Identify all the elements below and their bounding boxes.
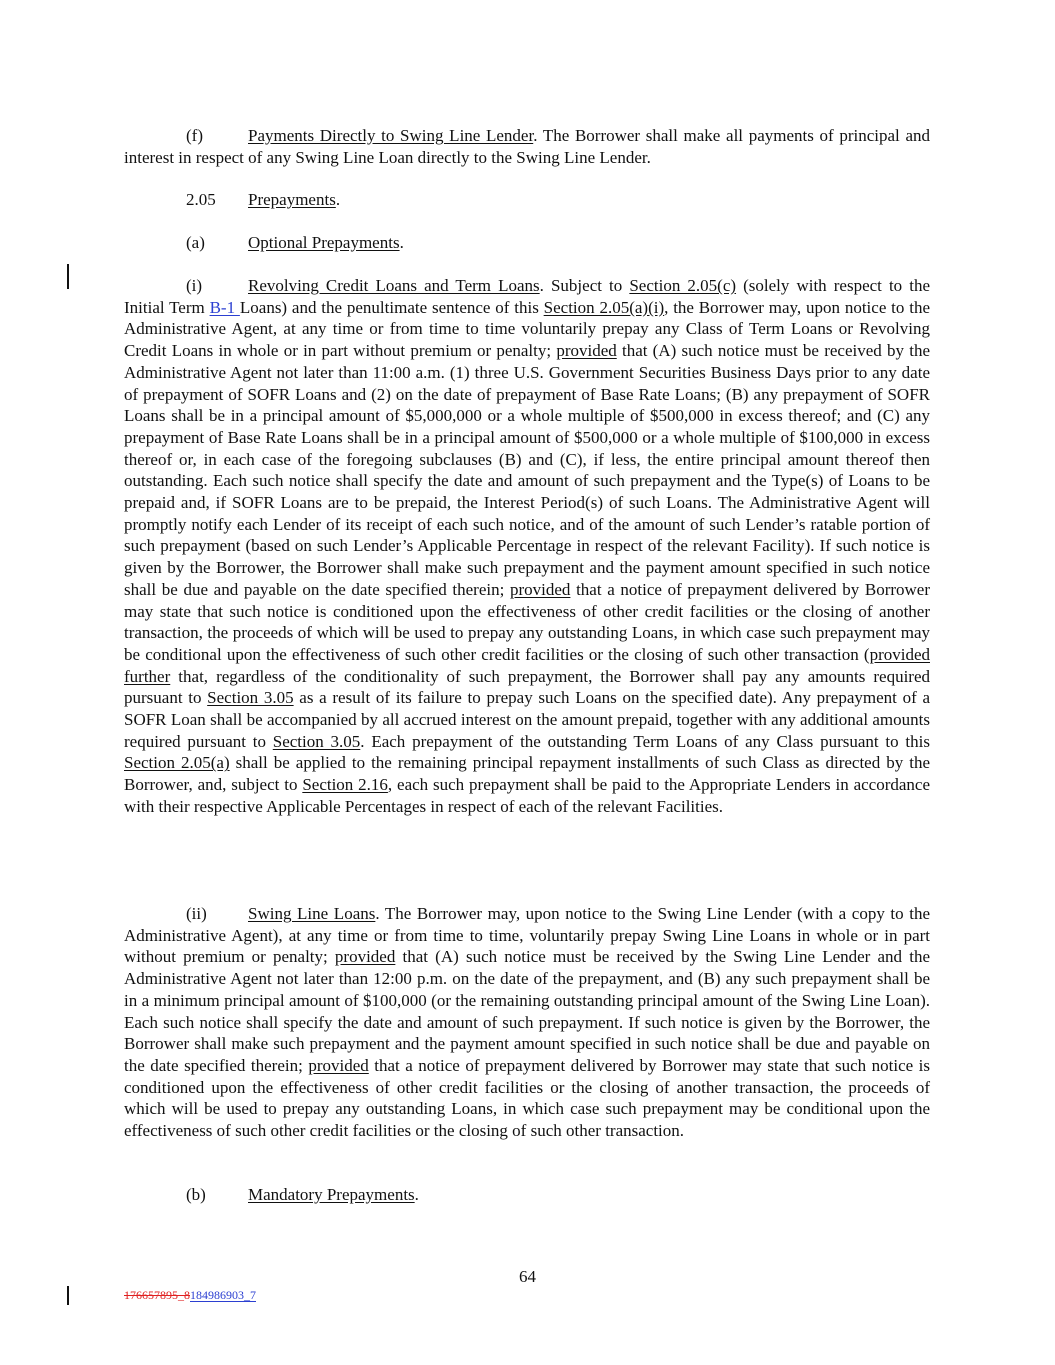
para-a-heading: (a) Optional Prepayments.	[186, 233, 404, 252]
para-i-heading: Revolving Credit Loans and Term Loans	[248, 276, 540, 295]
para-i: (i) Revolving Credit Loans and Term Loans. Subject to Section 2.05(c) (solely with respect to the Initial Term B-1 Loans) and the penultimate sentence of this Section 2.05(a)(i), the Borrower may, upon notice to the Administrative Agent, at any time or from time to time voluntarily prepay any Class of Term Loans or Revolving Credit Loans in whole or in part without premium or penalty; provided that (A) such notice must be received by the Administrative Agent not later than 11:00 a.m. (1) three U.S. Government Securities Business Days prior to any date of prepayment of SOFR Loans and (2) on the date of prepayment of Base Rate Loans; (B) any prepayment of SOFR Loans shall be in a principal amount of $5,000,000 or a whole multiple of $500,000 in excess thereof; and (C) any prepayment of Base Rate Loans shall be in a principal amount of $500,000 or a whole multiple of $100,000 in excess thereof or, in each case of the foregoing subclauses (B) and (C), if less, the entire principal amount thereof then outstanding. Each such notice shall specify the date and amount of such prepayment and the Type(s) of Loans to be prepaid and, if SOFR Loans are to be prepaid, the Interest Period(s) of such Loans. The Administrative Agent will promptly notify each Lender of its receipt of each such notice, and of the amount of such Lender’s ratable portion of such prepayment (based on such Lender’s Applicable Percentage in respect of the relevant Facility). If such notice is given by the Borrower, the Borrower shall make such prepayment and the payment amount specified in such notice shall be due and payable on the date specified therein; provided that a notice of prepayment delivered by Borrower may state that such notice is conditioned upon the effectiveness of other credit facilities or the closing of another transaction, the proceeds of which will be used to prepay any outstanding Loans, in which case such prepayment may be conditional upon the effectiveness of such other credit facilities or the closing of such other transaction (provided further that, regardless of the conditionality of such prepayment, the Borrower shall pay any amounts required pursuant to Section 3.05 as a result of its failure to prepay such Loans on the specified date). Any prepayment of a SOFR Loan shall be accompanied by all accrued interest on the amount prepaid, together with any additional amounts required pursuant to Section 3.05. Each prepayment of the outstanding Term Loans of any Class pursuant to this Section 2.05(a) shall be applied to the remaining principal repayment installments of such Class as directed by the Borrower, and, subject to Section 2.16, each such prepayment shall be paid to the Appropriate Lenders in accordance with their respective Applicable Percentages in respect of each of the relevant Facilities.	[124, 276, 931, 816]
para-i-marker: (i)	[186, 276, 203, 295]
para-b-heading: (b) Mandatory Prepayments.	[186, 1185, 419, 1204]
inserted-text: B-1	[209, 297, 240, 317]
section-ref-link[interactable]: Section 2.16	[302, 775, 388, 795]
para-a-marker: (a)	[186, 233, 205, 252]
provided-term: provided	[869, 644, 930, 664]
section-2-05-heading: 2.05 Prepayments.	[186, 190, 341, 209]
para-f-heading: Payments Directly to Swing Line Lender	[248, 126, 534, 145]
para-ii-heading: Swing Line Loans	[248, 904, 376, 923]
provided-term: provided	[334, 947, 396, 967]
para-f: (f) Payments Directly to Swing Line Lender. The Borrower shall make all payments of principal and interest in respect of any Swing Line Loan directly to the Swing Line Lender.	[124, 126, 930, 167]
para-a-title: Optional Prepayments	[248, 233, 400, 252]
inserted-doc-id: 184986903_7	[190, 1288, 256, 1302]
para-b-marker: (b)	[186, 1185, 206, 1204]
provided-term: provided	[556, 341, 617, 361]
change-bar	[67, 264, 69, 289]
deleted-doc-id: 176657895_8	[124, 1288, 190, 1302]
further-term: further	[124, 666, 171, 686]
para-ii: (ii) Swing Line Loans. The Borrower may, upon notice to the Swing Line Lender (with a copy to the Administrative Agent), at any time or from time to time, voluntarily prepay Swing Line Loans in whole or in part without premium or penalty; provided that (A) such notice must be received by the Swing Line Lender and the Administrative Agent not later than 12:00 p.m. on the date of the prepayment, and (B) any such prepayment shall be in a minimum principal amount of $100,000 (or the remaining outstanding principal amount of the Swing Line Loan). Each such notice shall specify the date and amount of such prepayment. If such notice is given by the Borrower, the Borrower shall make such prepayment and the payment amount specified in such notice shall be due and payable on the date specified therein; provided that a notice of prepayment delivered by Borrower may state that such notice is conditioned upon the effectiveness of other credit facilities or the closing of another transaction, the proceeds of which will be used to prepay any outstanding Loans, in which case such prepayment may be conditional upon the effectiveness of such other credit facilities or the closing of such other transaction.	[124, 904, 931, 1141]
change-bar	[67, 1286, 69, 1305]
section-ref-link[interactable]: Section 3.05	[272, 731, 361, 751]
provided-term: provided	[308, 1055, 369, 1075]
para-f-marker: (f)	[186, 126, 203, 145]
section-ref-link[interactable]: Section 2.05(c)	[629, 276, 737, 295]
document-id	[124, 1288, 256, 1303]
section-ref-link[interactable]: Section 3.05	[207, 688, 294, 708]
page-number: 64	[519, 1267, 536, 1286]
para-ii-marker: (ii)	[186, 904, 207, 923]
para-b-title: Mandatory Prepayments	[248, 1185, 415, 1204]
provided-term: provided	[509, 579, 571, 599]
section-number: 2.05	[186, 190, 216, 209]
section-title: Prepayments	[248, 190, 336, 209]
section-ref-link[interactable]: Section 2.05(a)(i)	[543, 297, 665, 317]
section-ref-link[interactable]: Section 2.05(a)	[124, 753, 230, 773]
